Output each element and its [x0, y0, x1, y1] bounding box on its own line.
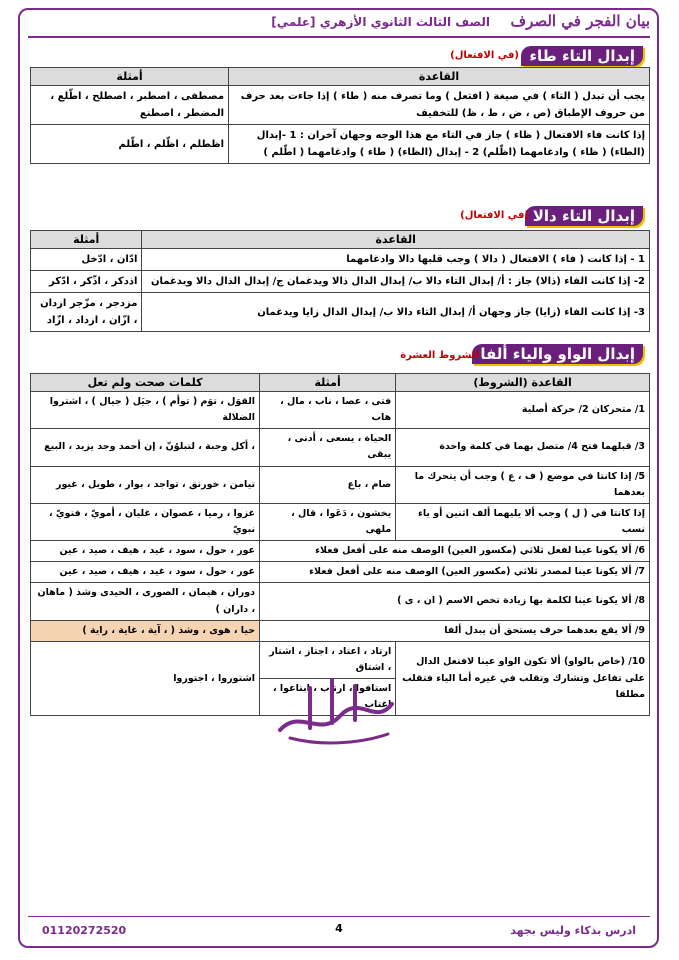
page-header: [28, 12, 650, 36]
rule-cell: 10/ (خاص بالواو) ألا تكون الواو عينا لافتعل الدال على تفاعل وتشارك وتقلب في غيره أما الياء فتقلب مطلقا: [396, 641, 650, 716]
rule-cell: 2- إذا كانت الفاء (ذالا) جاز : أ/ إبدال التاء دالا ب/ إبدال الدال ذالا ويدغمان ج/ إبدال الذال دالا ويدغمان: [142, 271, 650, 293]
words-cell: ، أكل وجبة ، لتبلوُنّ ، إن أحمد وجد يزيد ، البيع: [31, 429, 260, 466]
table-row: [31, 583, 650, 620]
rules-table-3: [30, 373, 650, 716]
table-row: [31, 620, 650, 641]
section-title-ta-to-dal: إبدال التاء دالا: [525, 206, 643, 226]
rule-cell: 8/ ألا يكونا عينا لكلمة بها زيادة تخص الاسم ( ان ، ى ): [260, 583, 650, 620]
rules-table-2: [30, 230, 650, 332]
rule-cell: 3- إذا كانت الفاء (زايا) جاز وجهان أ/ إبدال التاء دالا ب/ إبدال الدال زايا ويدغمان: [142, 293, 650, 332]
rule-cell: 3/ قبلهما فتح 4/ متصل بهما في كلمة واحدة: [396, 429, 650, 466]
table-row: [31, 249, 650, 271]
rule-cell: إذا كانت فاء الافتعال ( ظاء ) جاز في التاء مع هذا الوجه وجهان آخران : 1 -إبدال (الطاء) ( ظاء ) وادغامهما (اظّلم) 2 - إبدال (الظاء) ( طاء ) وادغامهما ( اطّلم ): [229, 125, 650, 164]
rule-cell: 9/ ألا يقع بعدهما حرف يستحق أن يبدل ألفا: [260, 620, 650, 641]
rule-cell: 7/ ألا يكونا عينا لمصدر ثلاثي (مكسور العين) الوصف منه على أفعل فعلاء: [260, 562, 650, 583]
table-row: [31, 503, 650, 540]
col-rule: القاعدة (الشروط): [396, 374, 650, 392]
rule-cell: 1 - إذا كانت ( فاء ) الافتعال ( دالا ) وجب قلبها دالا وادغامهما: [142, 249, 650, 271]
examples-cell: ادّان ، ادّخل: [31, 249, 142, 271]
brand-title: بيان الفجر في الصرف: [510, 12, 650, 30]
table-row: [31, 125, 650, 164]
col-rule: القاعدة: [229, 68, 650, 86]
examples-cell: مزدجر ، مزّجر ازدان ، ازّان ، ازداد ، ازّاد: [31, 293, 142, 332]
table-row: [31, 466, 650, 503]
table-row: [31, 271, 650, 293]
col-examples: أمثلة: [260, 374, 396, 392]
words-cell: عور ، حول ، سود ، غيد ، هيف ، صيد ، عين: [31, 541, 260, 562]
col-examples: أمثلة: [31, 231, 142, 249]
section-subtitle: الشروط العشرة: [400, 350, 479, 361]
examples-cell: مصطفى ، اصطبر ، اصطلح ، اطّلع ، المضطر ، اصطنع: [31, 86, 229, 125]
table-row: [31, 562, 650, 583]
section-title-ta-to-taa: إبدال التاء طاء: [521, 46, 643, 66]
section-subtitle: (في الافتعال): [450, 50, 519, 61]
section-subtitle: (في الافتعال): [460, 210, 529, 221]
examples-cell: صام ، باع: [260, 466, 396, 503]
words-cell: تيامن ، خورنق ، تواجد ، بوار ، طويل ، غيور: [31, 466, 260, 503]
rules-table-1: [30, 67, 650, 164]
table-row: [31, 541, 650, 562]
examples-cell: يخشون ، دَعَوا ، قال ، ملهى: [260, 503, 396, 540]
examples-cell: فتى ، عصا ، ناب ، مال ، هاب: [260, 392, 396, 429]
col-examples: أمثلة: [31, 68, 229, 86]
examples-cell: اظطلم ، اظّلم ، اطّلم: [31, 125, 229, 164]
rule-cell: 1/ متحركان 2/ حركة أصلية: [396, 392, 650, 429]
footer-slogan: ادرس بذكاء وليس بجهد: [510, 924, 636, 937]
examples-cell: الحياة ، يسعى ، أدنى ، يبقى: [260, 429, 396, 466]
words-cell: اشتوروا ، اجتوروا: [31, 641, 260, 716]
words-cell: دوران ، هيمان ، الصورى ، الحيدى وشذ ( ماهان ، داران ): [31, 583, 260, 620]
phone-number: 01120272520: [42, 924, 127, 937]
table-row: [31, 429, 650, 466]
words-cell: حيا ، هوى ، وشذ ( ، آية ، غاية ، راية ): [31, 620, 260, 641]
page-number: 4: [335, 922, 343, 935]
rule-cell: يجب أن تبدل ( التاء ) في صيغة ( افتعل ) وما تصرف منه ( طاء ) إذا جاءت بعد حرف من حروف الإطباق (ص ، ض ، ط ، ظ) للتخفيف: [229, 86, 650, 125]
words-cell: غزوا ، رميا ، عصوان ، غليان ، أمويّ ، فتويّ ، نبويّ: [31, 503, 260, 540]
col-words: كلمات صحت ولم تعل: [31, 374, 260, 392]
words-cell: عور ، حول ، سود ، غيد ، هيف ، صيد ، عين: [31, 562, 260, 583]
examples-cell: ارتاد ، اعتاد ، اجتاز ، اشتار ، اشتاق: [260, 641, 396, 678]
words-cell: القوَل ، توَم ( توأم ) ، جيَل ( جيال ) ، اشتروا الضلالة: [31, 392, 260, 429]
examples-cell: استافوا ، ارتاب ، ابتاعوا ، اغتاب: [260, 679, 396, 716]
rule-cell: إذا كانتا في ( ل ) وجب ألا يليهما ألف اثنين أو ياء نسب: [396, 503, 650, 540]
table-row: [31, 293, 650, 332]
examples-cell: اذدكر ، اذّكر ، ادّكر: [31, 271, 142, 293]
calligraphy-emblem: [270, 668, 400, 748]
grade-label: الصف الثالث الثانوي الأزهري [علمي]: [271, 15, 490, 29]
section-title-waw-ya-to-alif: إبدال الواو والياء ألفا: [472, 344, 643, 364]
footer-divider: [28, 916, 650, 917]
header-divider: [28, 36, 650, 38]
col-rule: القاعدة: [142, 231, 650, 249]
table-row: [31, 392, 650, 429]
table-row: [31, 86, 650, 125]
rule-cell: 5/ إذا كانتا في موضع ( ف ، ع ) وجب أن يتحرك ما بعدهما: [396, 466, 650, 503]
rule-cell: 6/ ألا يكونا عينا لفعل ثلاثي (مكسور العين) الوصف منه على أفعل فعلاء: [260, 541, 650, 562]
page-footer: [28, 922, 650, 944]
